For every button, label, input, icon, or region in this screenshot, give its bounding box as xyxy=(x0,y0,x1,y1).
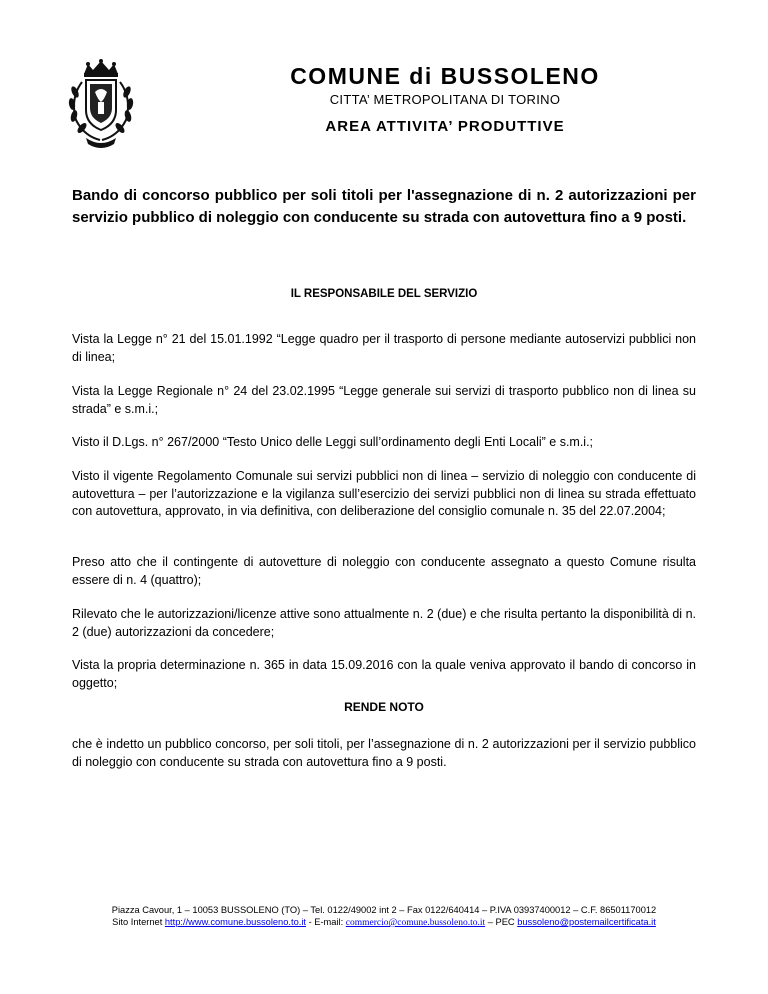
paragraph-5: Preso atto che il contingente di autovetture di noleggio con conducente assegnato a questo Comune risulta essere di n. 4 (quattro); xyxy=(72,555,696,587)
municipality-title: COMUNE di BUSSOLENO xyxy=(290,63,600,89)
municipality-subtitle: CITTA’ METROPOLITANA DI TORINO xyxy=(329,92,561,107)
footer xyxy=(40,904,728,929)
paragraph-4: Visto il vigente Regolamento Comunale sui servizi pubblici non di linea – servizio di noleggio con conducente di autovettura – per l’autorizzazione e la vigilanza sull’esercizio dei servizi pubblici non di linea su strada effettuato con autovettura, approvato, in via definitiva, con deliberazione del consiglio comunale n. 35 del 22.07.2004; xyxy=(72,469,696,518)
coat-of-arms-icon xyxy=(62,58,140,150)
paragraph-6: Rilevato che le autorizzazioni/licenze attive sono attualmente n. 2 (due) e che risulta pertanto la disponibilità di n. 2 (due) autorizzazioni da concedere; xyxy=(72,607,696,639)
footer-pec-label: – PEC xyxy=(487,917,515,927)
footer-site-label: Sito Internet xyxy=(112,917,163,927)
heading-responsabile: IL RESPONSABILE DEL SERVIZIO xyxy=(290,288,478,300)
website-link[interactable]: http://www.comune.bussoleno.to.it xyxy=(164,917,306,927)
paragraph-7: Vista la propria determinazione n. 365 in data 15.09.2016 con la quale veniva approvato il bando di concorso in oggetto; xyxy=(72,658,696,690)
pec-link[interactable]: bussoleno@postemailcertificata.it xyxy=(517,917,656,927)
paragraph-1: Vista la Legge n° 21 del 15.01.1992 “Legge quadro per il trasporto di persone mediante autoservizi pubblici non di linea; xyxy=(72,332,696,364)
email-link[interactable]: commercio@comune.bussoleno.to.it xyxy=(345,918,486,928)
department-area: AREA ATTIVITA’ PRODUTTIVE xyxy=(325,118,565,135)
heading-rende-noto: RENDE NOTO xyxy=(344,700,424,714)
document-title: Bando di concorso pubblico per soli titoli per l'assegnazione di n. 2 autorizzazioni per servizio pubblico di noleggio con conducente su strada con autovettura fino a 9 posti. xyxy=(72,187,696,226)
paragraph-2: Vista la Legge Regionale n° 24 del 23.02.1995 “Legge generale sui servizi di trasporto pubblico non di linea su strada” e s.m.i.; xyxy=(72,384,696,416)
closing-paragraph: che è indetto un pubblico concorso, per soli titoli, per l’assegnazione di n. 2 autorizzazioni per il servizio pubblico di noleggio con conducente su strada con autovettura fino a 9 posti. xyxy=(72,737,696,769)
footer-contacts xyxy=(40,916,728,929)
paragraph-3: Visto il D.Lgs. n° 267/2000 “Testo Unico delle Leggi sull’ordinamento degli Enti Locali” e s.m.i.; xyxy=(72,435,594,449)
footer-address: Piazza Cavour, 1 – 10053 BUSSOLENO (TO) – Tel. 0122/49002 int 2 – Fax 0122/640414 – P.IVA 03937400012 – C.F. 86501170012 xyxy=(111,905,657,915)
footer-email-label: - E-mail: xyxy=(308,917,344,927)
